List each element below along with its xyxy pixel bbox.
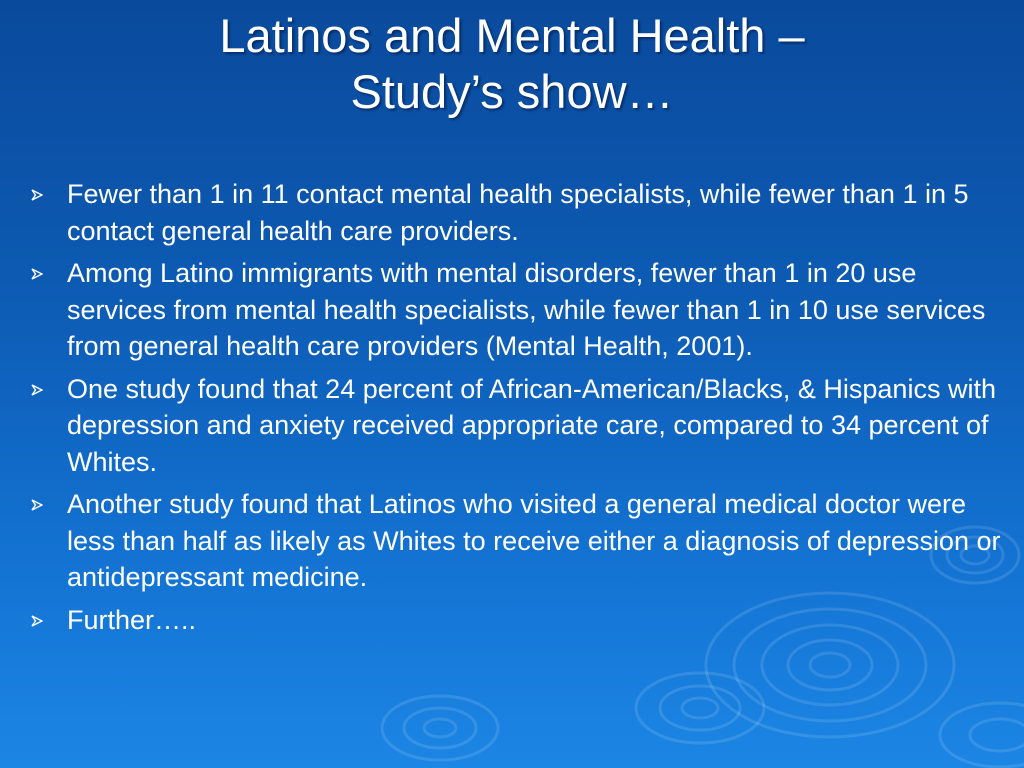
bullet-item [30,255,1015,365]
bullet-text: Further….. [67,604,197,635]
bullet-list [30,176,1015,644]
bullet-item [30,602,1015,639]
bullet-text: Among Latino immigrants with mental disorders, fewer than 1 in 20 use services from mental health specialists, while fewer than 1 in 10 use services from general health care providers (Mental Health, 2001). [67,258,986,361]
bullet-item [30,486,1015,596]
bullet-item [30,371,1015,481]
slide-title-line-2: Study’s show… [350,65,674,118]
arrowhead-bullet-icon [31,268,43,280]
arrowhead-bullet-icon [31,189,43,201]
bullet-text: One study found that 24 percent of African-American/Blacks, & Hispanics with depression and anxiety received appropriate care, compared to 34 percent of Whites. [67,373,996,477]
bullet-text: Another study found that Latinos who visited a general medical doctor were less than half as likely as Whites to receive either a diagnosis of depression or antidepressant medicine. [67,489,1001,592]
bullet-text: Fewer than 1 in 11 contact mental health specialists, while fewer than 1 in 5 contact general health care providers. [67,179,969,246]
slide-title-line-1: Latinos and Mental Health – [219,9,805,62]
slide-title [0,8,1024,120]
arrowhead-bullet-icon [31,615,43,627]
arrowhead-bullet-icon [31,499,43,511]
bullet-item [30,176,1015,249]
arrowhead-bullet-icon [31,384,43,396]
